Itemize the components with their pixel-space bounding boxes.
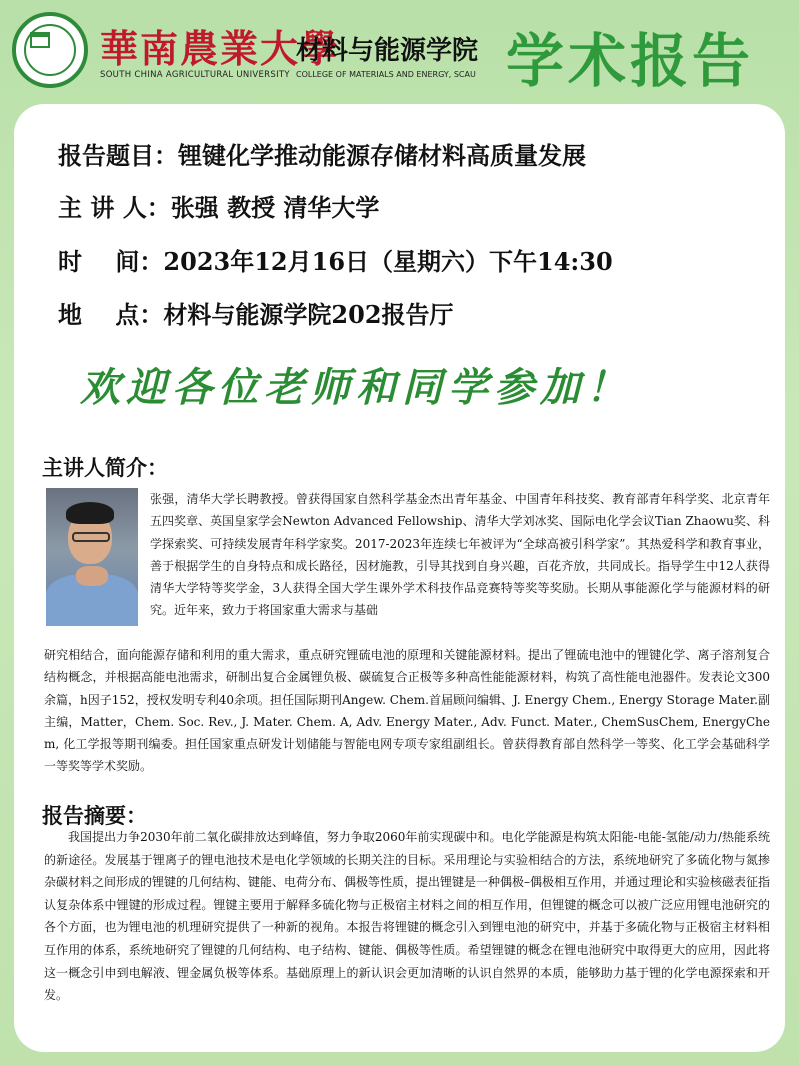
- speaker-photo: [46, 488, 138, 626]
- university-name-cn: 華南農業大學: [100, 26, 341, 71]
- college-name-en: COLLEGE OF MATERIALS AND ENERGY, SCAU: [296, 70, 476, 79]
- report-topic: 报告题目：锂键化学推动能源存储材料高质量发展: [58, 141, 586, 170]
- university-name-en: SOUTH CHINA AGRICULTURAL UNIVERSITY: [100, 70, 290, 80]
- header: [0, 0, 799, 100]
- college-name-cn: 材料与能源学院: [296, 36, 479, 66]
- speaker-line: 主 讲 人：张强 教授 清华大学: [58, 193, 380, 222]
- speaker-bio-bottom: 研究相结合，面向能源存储和利用的重大需求，重点研究锂硫电池的原理和关键能源材料。提出了锂硫电池中的锂键化学、离子溶剂复合结构概念，并根据高能电池需求，研制出复合金属锂负极、碳硫复合正极等多种高性能能源材料，构筑了高性能电池器件。发表论文300余篇，h因子152，授权发明专利40余项。担任国际期刊Angew. Chem.首届顾问编辑、J. Energy Chem., Energy Storage Mater.副主编，Matter，Chem. Soc. Rev., J. Mater. Chem. A, Adv. Energy Mater., Adv. Funct. Mater., ChemSusChem, EnergyChem, 化工学报等期刊编委。担任国家重点研发计划储能与智能电网专项专家组副组长。曾获得教育部自然科学一等奖、化工学会基础科学一等奖等学术奖励。: [44, 648, 770, 774]
- abstract-heading: 报告摘要：: [42, 804, 147, 828]
- university-seal-icon: [12, 12, 88, 88]
- speaker-bio-top: 张强，清华大学长聘教授。曾获得国家自然科学基金杰出青年基金、中国青年科技奖、教育部青年科学奖、北京青年五四奖章、英国皇家学会Newton Advanced Fellowship、清华大学刘冰奖、国际电化学会议Tian Zhaowu奖、科学探索奖、可持续发展青年科学家奖。2017-2023年连续七年被评为“全球高被引科学家”。其热爱科学和教育事业，善于根据学生的自身特点和成长路径，因材施教，引导其找到自身兴趣，百花齐放，共同成长。指导学生中12人获得清华大学特等奖学金，3人获得全国大学生课外学术科技作品竞赛特等奖等奖励。长期从事能源化学与能源材料的研究。近年来，致力于将国家重大需求与基础: [150, 492, 770, 618]
- abstract-text: 我国提出力争2030年前二氧化碳排放达到峰值，努力争取2060年前实现碳中和。电化学能源是构筑太阳能-电能-氢能/动力/热能系统的新途径。发展基于锂离子的锂电池技术是电化学领域的长期关注的目标。采用理论与实验相结合的方法，系统地研究了多硫化物与氮掺杂碳材料之间形成的锂键的几何结构、键能、电荷分布、偶极等性质，提出锂键是一种偶极–偶极相互作用，并通过理论和实验核磁表征指认复杂体系中锂键的形成过程。锂键主要用于解释多硫化物与正极宿主材料之间的相互作用，但锂键的概念可以被广泛应用锂电池研究的各个方面，也为锂电池的机理研究提供了一种新的视角。本报告将锂键的概念引入到锂电池的研究中，并基于多硫化物与正极宿主材料相互作用的体系，系统地研究了锂键的几何结构、电子结构、键能、偶极等性质。希望锂键的概念在锂电池研究中取得更大的应用，因此将这一概念引申到电解液、锂金属负极等体系。基础原理上的新认识会更加清晰的认识自然界的本质，能够助力基于锂的化学电源探索和开发。: [44, 830, 771, 1003]
- time-line: 时 间：2023年12月16日（星期六）下午14:30: [58, 247, 613, 276]
- banner-title: 学术报告: [506, 27, 755, 95]
- speaker-intro-heading: 主讲人简介：: [42, 456, 168, 480]
- place-line: 地 点：材料与能源学院202报告厅: [58, 300, 454, 329]
- welcome-slogan: 欢迎各位老师和同学参加！: [80, 364, 632, 411]
